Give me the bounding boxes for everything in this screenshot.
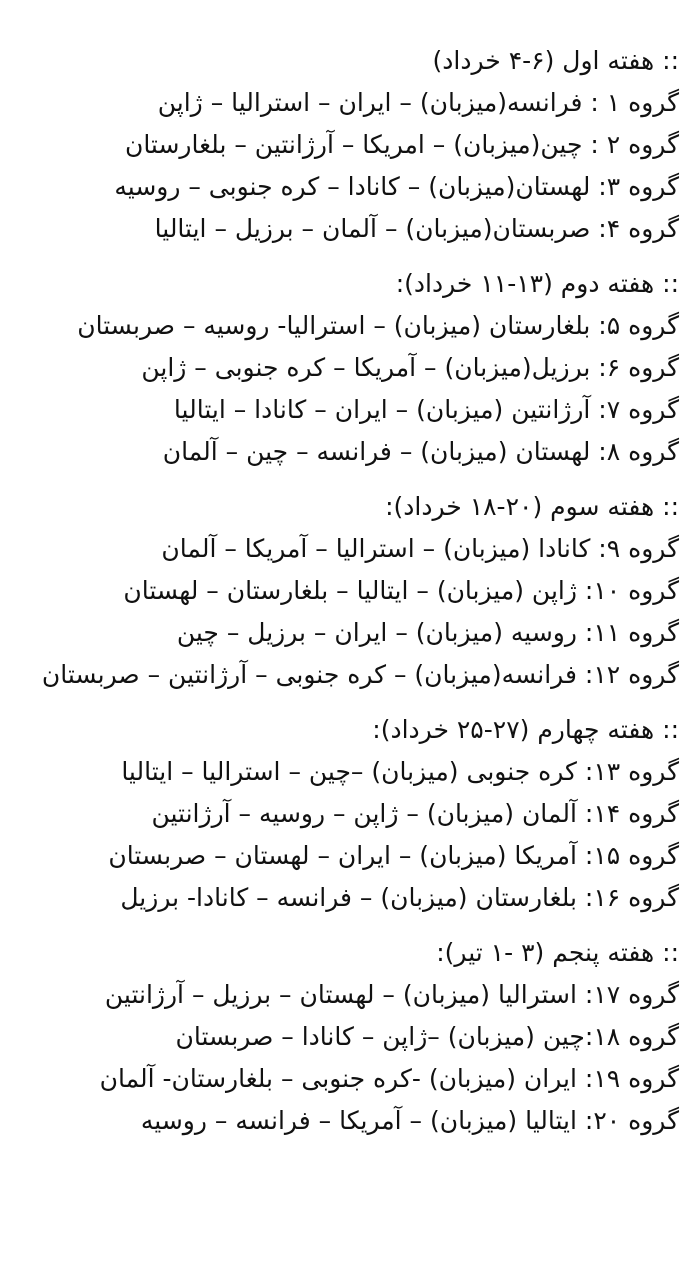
group-line: گروه ۱۴: آلمان (میزبان) – ژاپن – روسیه – آرژانتین	[151, 799, 679, 828]
group-line: گروه ۱۱: روسیه (میزبان) – ایران – برزیل – چین	[176, 618, 679, 647]
week-section	[10, 263, 679, 473]
week-section	[10, 40, 679, 250]
week-heading: :: هفته سوم (۲۰-۱۸ خرداد):	[385, 492, 679, 521]
group-line: گروه ۸: لهستان (میزبان) – فرانسه – چین – آلمان	[162, 437, 679, 466]
group-line: گروه ۱۹: ایران (میزبان) -کره جنوبی – بلغارستان- آلمان	[99, 1064, 679, 1093]
group-line: گروه ۱۸:چین (میزبان) –ژاپن – کانادا – صربستان	[175, 1022, 679, 1051]
group-line: گروه ۷: آرژانتین (میزبان) – ایران – کانادا – ایتالیا	[173, 395, 679, 424]
week-heading: :: هفته دوم (۱۳-۱۱ خرداد):	[395, 269, 679, 298]
week-section	[10, 932, 679, 1142]
group-line: گروه ۱ : فرانسه(میزبان) – ایران – استرالیا – ژاپن	[157, 88, 679, 117]
group-line: گروه ۱۵: آمریکا (میزبان) – ایران – لهستان – صربستان	[108, 841, 679, 870]
group-line: گروه ۱۶: بلغارستان (میزبان) – فرانسه – کانادا- برزیل	[120, 883, 679, 912]
week-heading: :: هفته اول (۶-۴ خرداد)	[432, 46, 679, 75]
cropped-top-line	[10, 0, 679, 40]
week-heading: :: هفته پنجم (۳ -۱ تیر):	[436, 938, 679, 967]
group-line: گروه ۲ : چین(میزبان) – امریکا – آرژانتین – بلغارستان	[124, 130, 679, 159]
week-section	[10, 709, 679, 919]
group-line: گروه ۲۰: ایتالیا (میزبان) – آمریکا – فرانسه – روسیه	[140, 1106, 679, 1135]
week-heading: :: هفته چهارم (۲۷-۲۵ خرداد):	[372, 715, 679, 744]
group-line: گروه ۱۰: ژاپن (میزبان) – ایتالیا – بلغارستان – لهستان	[123, 576, 679, 605]
group-line: گروه ۳: لهستان(میزبان) – کانادا – کره جنوبی – روسیه	[114, 172, 679, 201]
group-line: گروه ۱۳: کره جنوبی (میزبان) –چین – استرالیا – ایتالیا	[121, 757, 679, 786]
group-line: گروه ۹: کانادا (میزبان) – استرالیا – آمریکا – آلمان	[161, 534, 679, 563]
group-line: گروه ۴: صربستان(میزبان) – آلمان – برزیل – ایتالیا	[154, 214, 679, 243]
group-line: گروه ۶: برزیل(میزبان) – آمریکا – کره جنوبی – ژاپن	[141, 353, 679, 382]
group-line: گروه ۵: بلغارستان (میزبان) – استرالیا- روسیه – صربستان	[77, 311, 679, 340]
week-section	[10, 486, 679, 696]
group-line: گروه ۱۷: استرالیا (میزبان) – لهستان – برزیل – آرژانتین	[104, 980, 679, 1009]
group-line: گروه ۱۲: فرانسه(میزبان) – کره جنوبی – آرژانتین – صربستان	[41, 660, 679, 689]
